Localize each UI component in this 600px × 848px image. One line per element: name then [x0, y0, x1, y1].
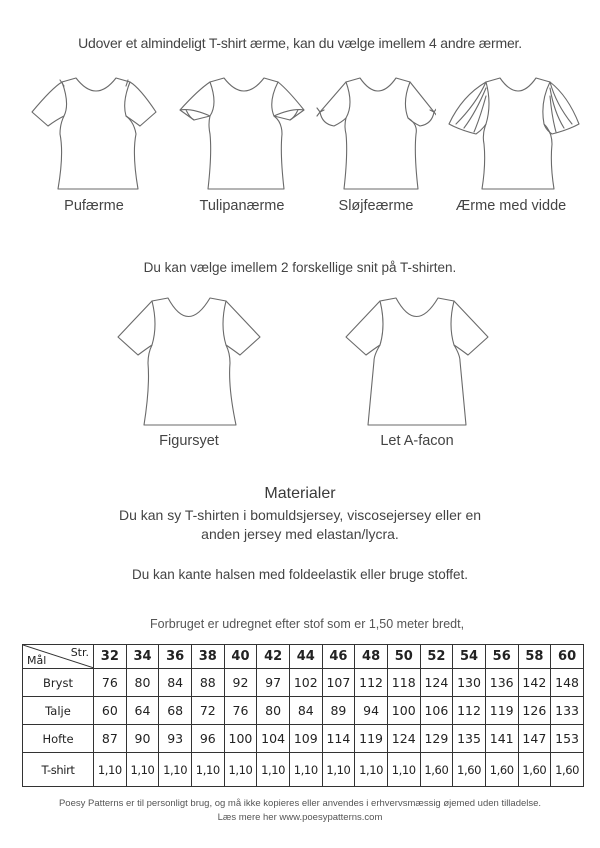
size-header: 40 — [224, 645, 257, 669]
bow-sleeve-tshirt-icon — [316, 74, 436, 194]
table-cell: 119 — [355, 725, 388, 753]
table-cell: 1,10 — [257, 753, 290, 787]
table-cell: 1,10 — [191, 753, 224, 787]
table-cell: 135 — [453, 725, 486, 753]
size-header: 46 — [322, 645, 355, 669]
table-cell: 87 — [94, 725, 127, 753]
table-cell: 96 — [191, 725, 224, 753]
table-cell: 93 — [159, 725, 192, 753]
table-cell: 133 — [551, 697, 584, 725]
cut-intro-text: Du kan vælge imellem 2 forskellige snit på T-shirten. — [143, 260, 457, 275]
table-cell: 102 — [289, 669, 322, 697]
table-cell: 126 — [518, 697, 551, 725]
table-cell: 148 — [551, 669, 584, 697]
table-cell: 118 — [387, 669, 420, 697]
table-cell: 141 — [485, 725, 518, 753]
table-cell: 142 — [518, 669, 551, 697]
table-cell: 153 — [551, 725, 584, 753]
fitted-tshirt-icon — [116, 295, 262, 429]
table-cell: 130 — [453, 669, 486, 697]
materials-neck-note: Du kan kante halsen med foldeelastik eller bruge stoffet. — [132, 567, 468, 582]
puff-sleeve-tshirt-icon — [30, 74, 158, 194]
size-header: 50 — [387, 645, 420, 669]
table-row-tshirt — [23, 753, 584, 787]
a-line-tshirt-icon — [344, 295, 490, 429]
size-header: 44 — [289, 645, 322, 669]
corner-size-label: Str. — [70, 646, 89, 659]
materials-line-1: Du kan sy T-shirten i bomuldsjersey, viscosejersey eller en — [118, 507, 482, 523]
materials-line-2: anden jersey med elastan/lycra. — [201, 526, 399, 542]
table-cell: 112 — [453, 697, 486, 725]
table-cell: 1,60 — [453, 753, 486, 787]
fabric-usage-note: Forbruget er udregnet efter stof som er 1,50 meter bredt, — [150, 617, 465, 631]
size-header: 58 — [518, 645, 551, 669]
table-cell: 129 — [420, 725, 453, 753]
table-cell: 107 — [322, 669, 355, 697]
table-cell: 1,60 — [485, 753, 518, 787]
cut-label-a-line: Let A-facon — [380, 433, 454, 449]
sleeve-intro-text: Udover et almindeligt T-shirt ærme, kan du vælge imellem 4 andre ærmer. — [78, 35, 522, 51]
table-cell: 84 — [159, 669, 192, 697]
table-cell: 72 — [191, 697, 224, 725]
table-cell: 84 — [289, 697, 322, 725]
table-cell: 119 — [485, 697, 518, 725]
table-cell: 114 — [322, 725, 355, 753]
sleeve-label-tulip: Tulipanærme — [199, 198, 285, 214]
table-cell: 94 — [355, 697, 388, 725]
table-cell: 60 — [94, 697, 127, 725]
flared-sleeve-tshirt-icon — [448, 74, 580, 194]
table-cell: 64 — [126, 697, 159, 725]
table-cell: 92 — [224, 669, 257, 697]
row-label: Hofte — [23, 725, 94, 753]
sleeve-label-flared: Ærme med vidde — [455, 198, 567, 214]
footer — [0, 797, 600, 825]
size-header: 42 — [257, 645, 290, 669]
table-cell: 68 — [159, 697, 192, 725]
website-link[interactable]: Læs mere her www.poesypatterns.com — [217, 812, 383, 823]
size-header: 52 — [420, 645, 453, 669]
table-corner-cell — [23, 645, 94, 669]
size-header: 54 — [453, 645, 486, 669]
row-label: T-shirt — [23, 753, 94, 787]
table-cell: 100 — [224, 725, 257, 753]
tulip-sleeve-tshirt-icon — [178, 74, 306, 194]
table-cell: 1,10 — [289, 753, 322, 787]
table-cell: 1,10 — [126, 753, 159, 787]
table-cell: 80 — [126, 669, 159, 697]
sleeve-label-puff: Pufærme — [64, 198, 124, 214]
table-cell: 124 — [420, 669, 453, 697]
size-header: 56 — [485, 645, 518, 669]
table-cell: 124 — [387, 725, 420, 753]
table-cell: 1,10 — [159, 753, 192, 787]
table-cell: 109 — [289, 725, 322, 753]
table-cell: 1,60 — [518, 753, 551, 787]
materials-description — [0, 506, 600, 544]
table-cell: 104 — [257, 725, 290, 753]
table-cell: 1,10 — [355, 753, 388, 787]
size-chart-table — [22, 644, 584, 787]
table-cell: 76 — [94, 669, 127, 697]
row-label: Bryst — [23, 669, 94, 697]
table-cell: 1,10 — [224, 753, 257, 787]
cut-label-fitted: Figursyet — [159, 433, 219, 449]
size-header: 36 — [159, 645, 192, 669]
table-cell: 1,60 — [551, 753, 584, 787]
copyright-notice: Poesy Patterns er til personligt brug, og må ikke kopieres eller anvendes i erhvervsmæssig øjemed uden tilladelse. — [58, 798, 542, 809]
table-cell: 1,10 — [387, 753, 420, 787]
table-cell: 1,10 — [322, 753, 355, 787]
table-cell: 88 — [191, 669, 224, 697]
table-cell: 136 — [485, 669, 518, 697]
table-row-bryst — [23, 669, 584, 697]
materials-heading: Materialer — [264, 485, 336, 502]
table-cell: 89 — [322, 697, 355, 725]
table-cell: 1,10 — [94, 753, 127, 787]
size-header-row — [23, 645, 584, 669]
size-header: 48 — [355, 645, 388, 669]
row-label: Talje — [23, 697, 94, 725]
table-cell: 76 — [224, 697, 257, 725]
size-header: 38 — [191, 645, 224, 669]
corner-measure-label: Mål — [27, 654, 47, 667]
size-header: 34 — [126, 645, 159, 669]
table-cell: 90 — [126, 725, 159, 753]
table-cell: 106 — [420, 697, 453, 725]
table-cell: 147 — [518, 725, 551, 753]
size-header: 60 — [551, 645, 584, 669]
sleeve-label-bow: Sløjfeærme — [338, 198, 414, 214]
table-row-hofte — [23, 725, 584, 753]
table-cell: 80 — [257, 697, 290, 725]
table-cell: 100 — [387, 697, 420, 725]
table-cell: 97 — [257, 669, 290, 697]
table-cell: 112 — [355, 669, 388, 697]
size-header: 32 — [94, 645, 127, 669]
table-cell: 1,60 — [420, 753, 453, 787]
table-row-talje — [23, 697, 584, 725]
